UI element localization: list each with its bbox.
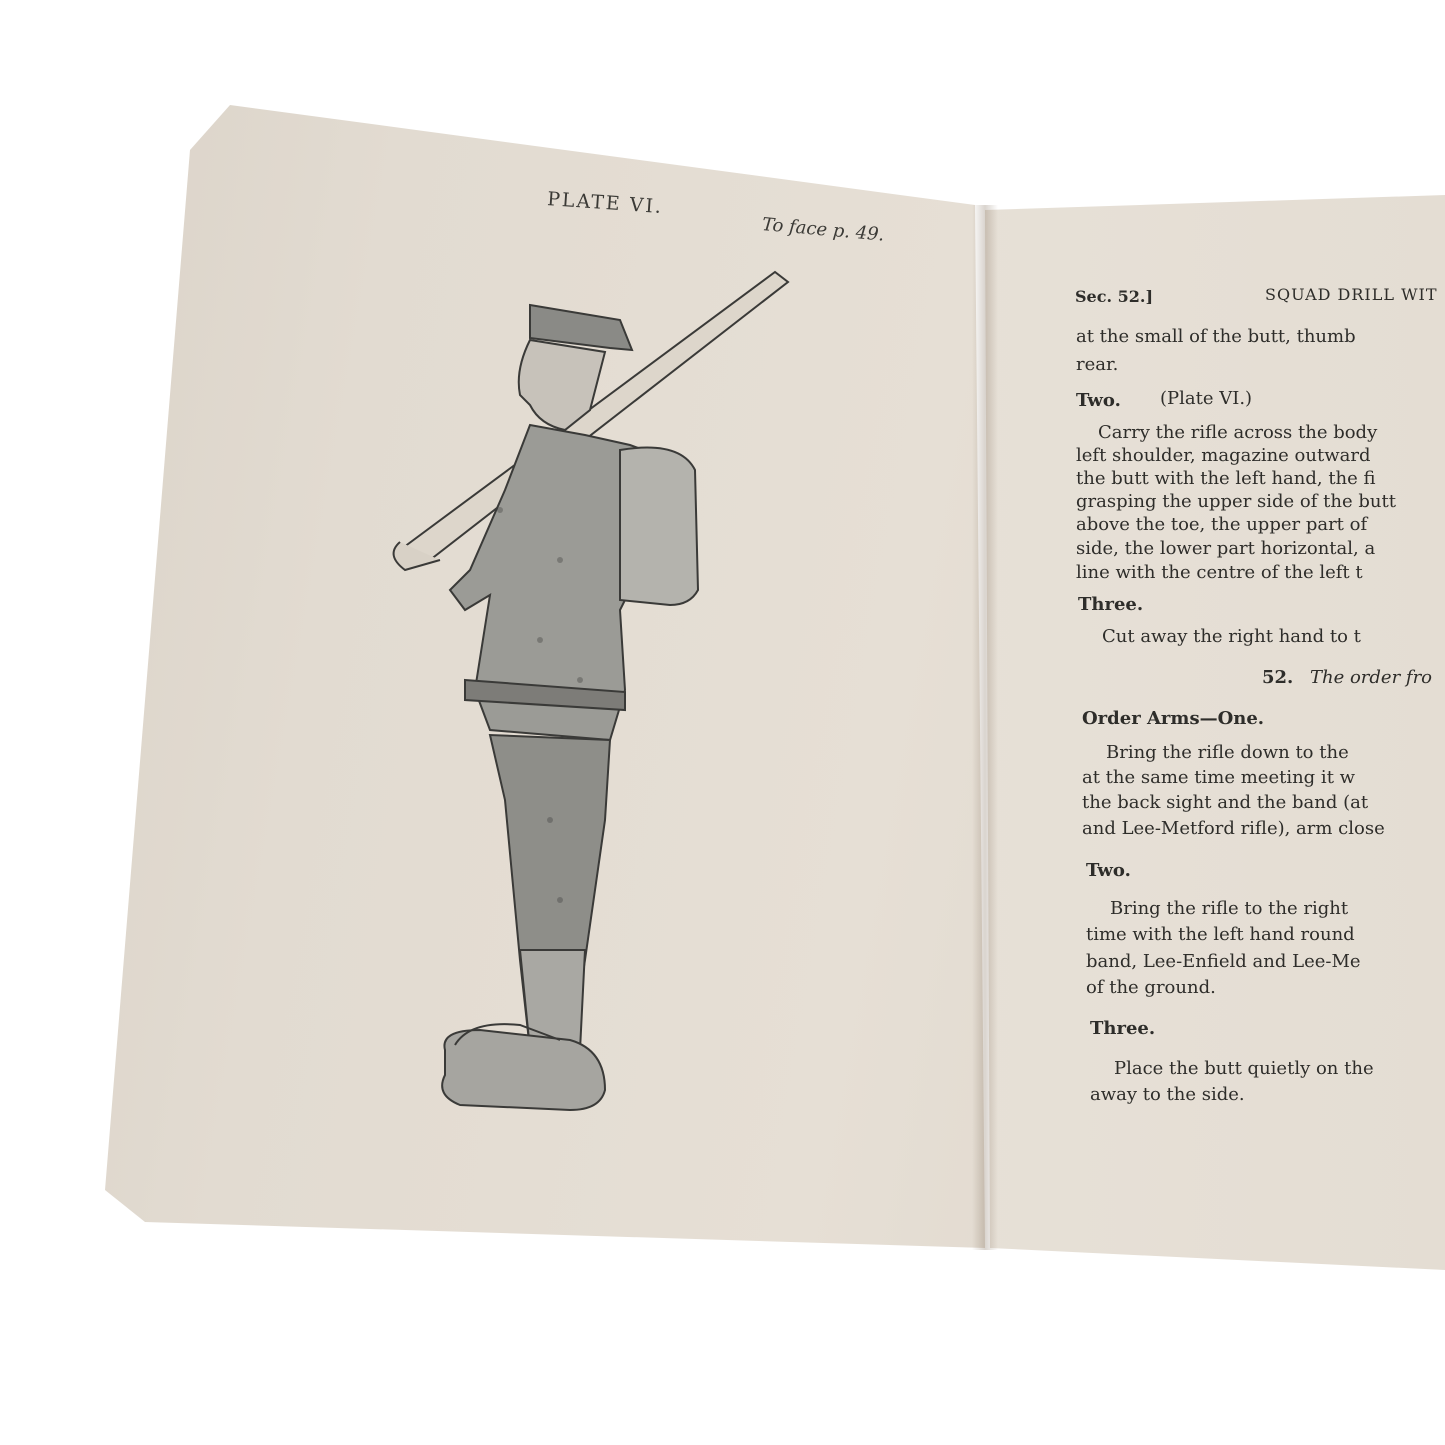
text-line: rear.	[1076, 354, 1119, 375]
text-line: Bring the rifle to the right	[1110, 898, 1349, 919]
text-line: grasping the upper side of the butt	[1076, 491, 1396, 512]
text-line: Bring the rifle down to the	[1106, 742, 1349, 763]
section-header: Sec. 52.]	[1075, 287, 1154, 306]
plate-label: PLATE VI.	[546, 188, 664, 219]
section-number: 52.	[1262, 667, 1294, 688]
text-line: and Lee-Metford rifle), arm close	[1082, 818, 1385, 839]
step-heading: Order Arms—One.	[1082, 708, 1265, 729]
text-line: above the toe, the upper part of	[1076, 514, 1368, 535]
plate-reference: (Plate VI.)	[1160, 388, 1253, 409]
text-line: Place the butt quietly on the	[1114, 1058, 1374, 1079]
section-title: The order fro	[1310, 667, 1433, 688]
text-line: the butt with the left hand, the fi	[1076, 468, 1376, 489]
text-line: line with the centre of the left t	[1076, 562, 1363, 583]
text-line: the back sight and the band (at	[1082, 792, 1369, 813]
text-line: Cut away the right hand to t	[1102, 626, 1361, 647]
text-line: time with the left hand round	[1086, 924, 1355, 945]
text-line: side, the lower part horizontal, a	[1076, 538, 1376, 559]
step-heading: Three.	[1090, 1018, 1156, 1039]
text-line: Carry the rifle across the body	[1098, 422, 1378, 443]
text-line: at the same time meeting it w	[1082, 767, 1356, 788]
text-line: away to the side.	[1090, 1084, 1245, 1105]
book-gutter	[972, 205, 998, 1250]
facing-page-note: To face p. 49.	[761, 214, 886, 246]
running-header: SQUAD DRILL WIT	[1265, 285, 1438, 304]
text-line: band, Lee-Enfield and Lee-Me	[1086, 951, 1361, 972]
step-heading: Three.	[1078, 594, 1144, 615]
text-line: left shoulder, magazine outward	[1076, 445, 1371, 466]
text-line: at the small of the butt, thumb	[1076, 326, 1356, 347]
text-line: of the ground.	[1086, 977, 1216, 998]
step-heading: Two.	[1086, 860, 1131, 881]
soldier-illustration	[380, 260, 800, 1140]
step-heading: Two.	[1076, 390, 1121, 411]
